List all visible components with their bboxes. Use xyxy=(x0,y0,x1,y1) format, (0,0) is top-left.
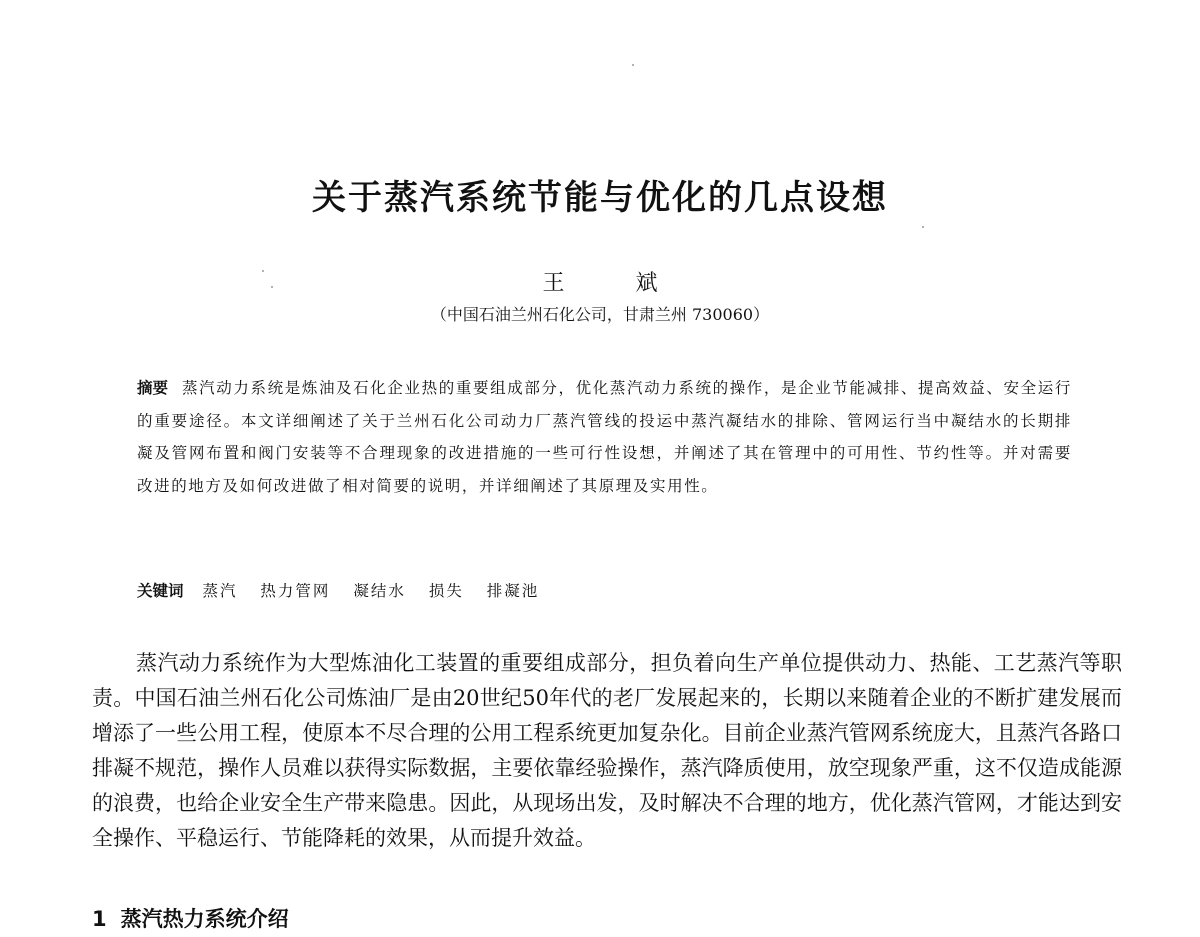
paper-title: 关于蒸汽系统节能与优化的几点设想 xyxy=(312,178,888,218)
keyword-item: 排凝池 xyxy=(486,582,540,600)
section-title: 蒸汽热力系统介绍 xyxy=(120,907,289,931)
abstract-text: 蒸汽动力系统是炼油及石化企业热的重要组成部分，优化蒸汽动力系统的操作，是企业节能减排、提高效益、安全运行的重要途径。本文详细阐述了关于兰州石化公司动力厂蒸汽管线的投运中蒸汽凝结水的排除、管网运行当中凝结水的长期排凝及管网布置和阀门安装等不合理现象的改进措施的一些可行性设想，并阐述了其在管理中的可用性、节约性等。并对需要改进的地方及如何改进做了相对简要的说明，并详细阐述了其原理及实用性。 xyxy=(137,379,1072,495)
keyword-item: 损失 xyxy=(428,582,464,600)
keyword-item: 凝结水 xyxy=(353,582,406,600)
intro-paragraph: 蒸汽动力系统作为大型炼油化工装置的重要组成部分，担负着向生产单位提供动力、热能、工艺蒸汽等职责。中国石油兰州石化公司炼油厂是由20世纪50年代的老厂发展起来的，长期以来随着企业的不断扩建发展而增添了一些公用工程，使原本不尽合理的公用工程系统更加复杂化。目前企业蒸汽管网系统庞大，且蒸汽各路口排凝不规范，操作人员难以获得实际数据，主要依靠经验操作，蒸汽降质使用，放空现象严重，这不仅造成能源的浪费，也给企业安全生产带来隐患。因此，从现场出发，及时解决不合理的地方，优化蒸汽管网，才能达到安全操作、平稳运行、节能降耗的效果，从而提升效益。 xyxy=(92,651,1122,850)
scan-speck xyxy=(922,226,924,228)
section-number: 1 xyxy=(92,907,107,931)
author-affiliation: （中国石油兰州石化公司，甘肃兰州 730060） xyxy=(430,305,770,324)
keyword-item: 蒸汽 xyxy=(202,582,238,600)
abstract xyxy=(137,372,1072,502)
scan-speck xyxy=(632,64,634,66)
keywords xyxy=(137,576,557,606)
author-name: 王 斌 xyxy=(542,271,678,296)
abstract-label: 摘要 xyxy=(137,379,169,397)
keywords-label: 关键词 xyxy=(137,582,184,600)
keyword-item: 热力管网 xyxy=(260,582,331,600)
